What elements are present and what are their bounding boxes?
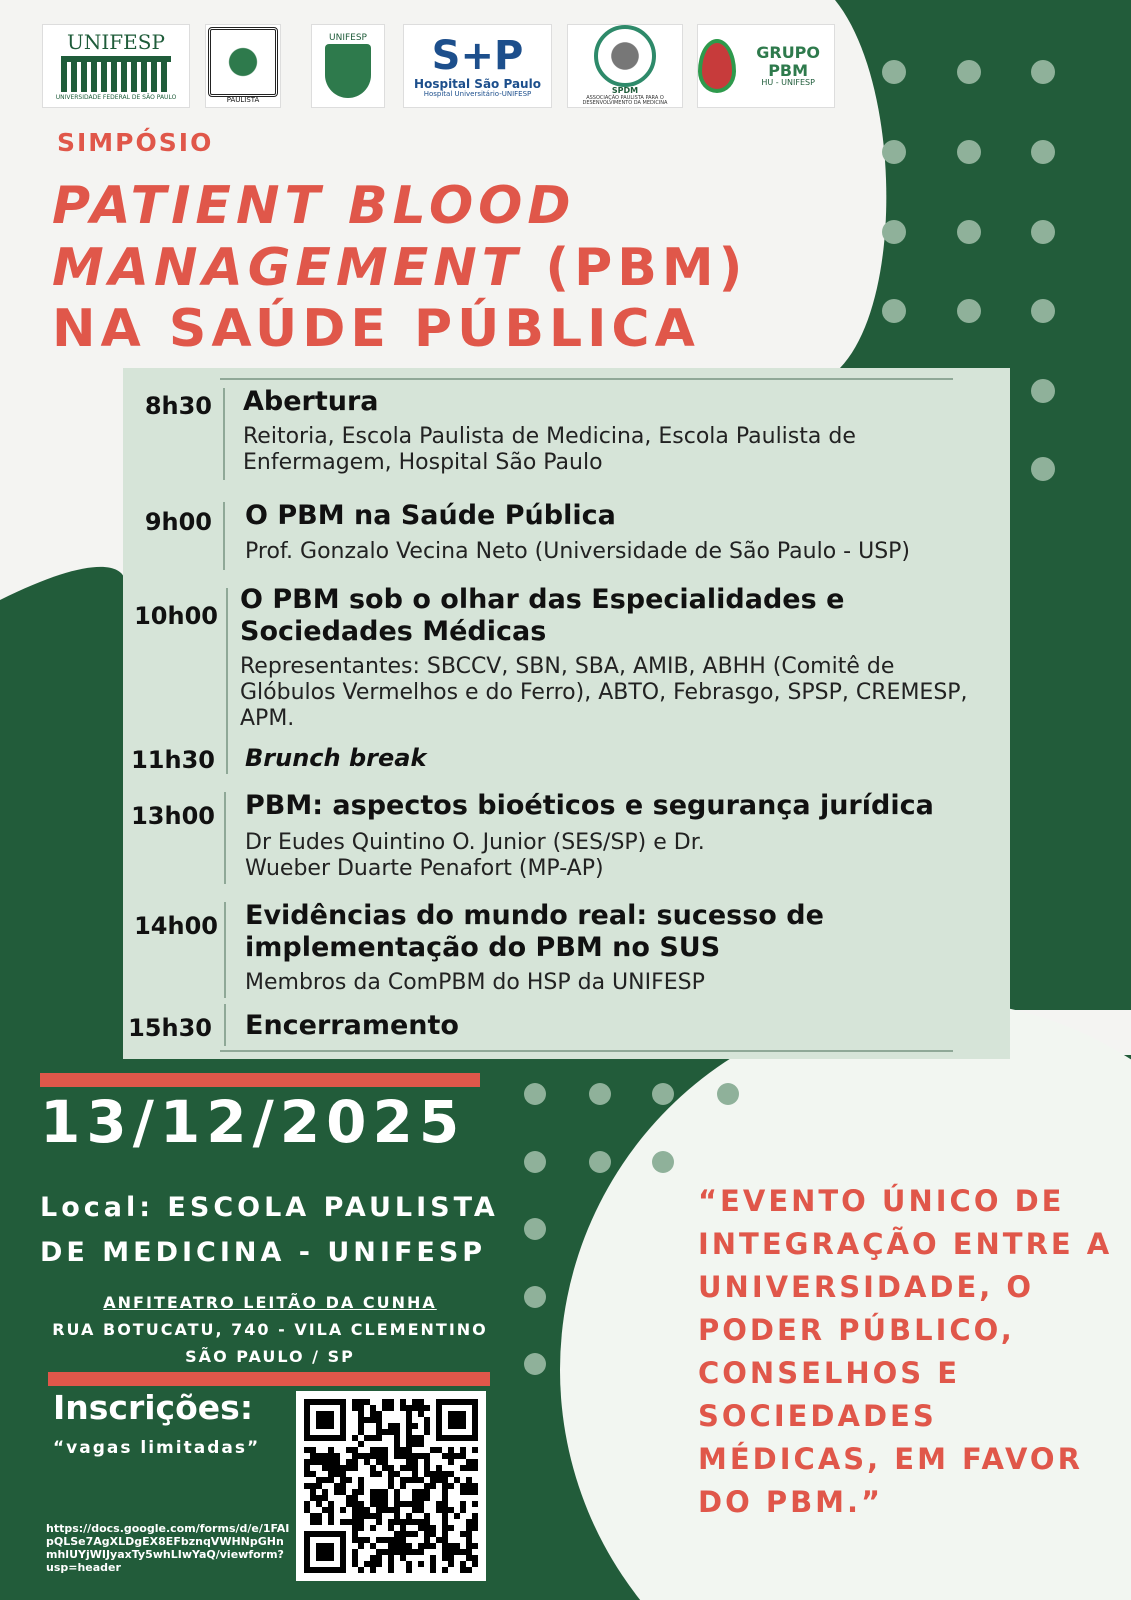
logo-label: UNIFESP (67, 29, 165, 54)
schedule-divider (226, 588, 228, 734)
logo-hospital-sao-paulo (403, 24, 552, 108)
schedule-time: 13h00 (131, 802, 215, 830)
schedule-divider (224, 902, 226, 998)
logo-caption: ASSOCIAÇÃO PAULISTA PARA O DESENVOLVIMENTO DA MEDICINA (582, 94, 668, 107)
logo-caption: UNIVERSIDADE FEDERAL DE SÃO PAULO (55, 93, 177, 101)
venue-line-1: Local: ESCOLA PAULISTA (40, 1192, 499, 1223)
event-quote: “EVENTO ÚNICO DE INTEGRAÇÃO ENTRE A UNIVERSIDADE, O PODER PÚBLICO, CONSELHOS E SOCIEDADES MÉDICAS, EM FAVOR DO PBM.” (698, 1184, 1113, 1519)
schedule-title: Abertura (243, 386, 379, 417)
sp-cross-icon: S+P (431, 32, 524, 79)
schedule-title: O PBM sob o olhar das Especialidades e Sociedades Médicas (240, 584, 845, 647)
logo-label: SPDM (611, 86, 639, 96)
date-top-bar (40, 1073, 480, 1087)
venue-city: SÃO PAULO / SP (185, 1347, 355, 1366)
schedule-title: Evidências do mundo real: sucesso de implementação do PBM no SUS (245, 900, 824, 963)
building-icon (61, 56, 171, 92)
logo-paulista-medicina (205, 24, 281, 108)
title-text: PATIENT BLOOD (52, 176, 576, 236)
caduceus-seal-icon (208, 27, 278, 97)
venue-street: RUA BOTUCATU, 740 - VILA CLEMENTINO (52, 1320, 488, 1339)
schedule-top-rule (220, 378, 953, 380)
schedule-detail: Prof. Gonzalo Vecina Neto (Universidade de São Paulo - USP) (245, 539, 911, 564)
schedule-title: O PBM na Saúde Pública (245, 500, 616, 531)
spdm-emblem-icon (594, 25, 656, 87)
title-line-2 (52, 238, 747, 298)
schedule-divider (224, 1004, 226, 1046)
schedule-title: Brunch break (245, 744, 427, 772)
registration-bar (48, 1372, 490, 1386)
schedule-divider (224, 792, 226, 884)
title-text: (PBM) (522, 238, 748, 298)
title-line-3: NA SAÚDE PÚBLICA (52, 299, 700, 359)
kicker-label: SIMPÓSIO (57, 128, 214, 157)
logo-label: Hospital São Paulo (414, 76, 541, 91)
schedule-time: 8h30 (144, 392, 212, 420)
venue-line-2: DE MEDICINA - UNIFESP (40, 1237, 487, 1268)
schedule-detail: Membros da ComPBM do HSP da UNIFESP (245, 970, 705, 995)
logo-unifesp (42, 24, 190, 108)
logo-label: PAULISTA (226, 96, 260, 105)
venue-hall: ANFITEATRO LEITÃO DA CUNHA (103, 1293, 437, 1312)
schedule-time: 15h30 (128, 1014, 212, 1042)
registration-note: “vagas limitadas” (53, 1438, 261, 1458)
schedule-divider (223, 502, 225, 570)
event-date: 13/12/2025 (40, 1088, 466, 1156)
schedule-divider (226, 734, 228, 774)
schedule-detail: Reitoria, Escola Paulista de Medicina, Escola Paulista de Enfermagem, Hospital São Paulo (243, 424, 856, 475)
title-line-1 (52, 176, 576, 236)
qr-code-pattern (296, 1391, 486, 1581)
title-text-italic: MANAGEMENT (52, 238, 523, 298)
schedule-time: 10h00 (134, 602, 218, 630)
registration-url[interactable]: https://docs.google.com/forms/d/e/1FAIpQLSe7AgXLDgEX8EFbznqVWHNpGHnmhlUYjWIJyaxTy5whLIwYaQ/viewform?usp=header (46, 1522, 290, 1574)
logo-label: UNIFESP (329, 33, 367, 44)
logo-spdm (567, 24, 683, 108)
schedule-bottom-rule (220, 1050, 953, 1052)
schedule-title: PBM: aspectos bioéticos e segurança jurídica (245, 790, 934, 821)
logo-caption: HU - UNIFESP (761, 78, 815, 88)
schedule-time: 14h00 (134, 912, 218, 940)
schedule-detail: Representantes: SBCCV, SBN, SBA, AMIB, ABHH (Comitê de Glóbulos Vermelhos e do Ferro), ABTO, Febrasgo, SPSP, CREMESP, APM. (240, 654, 968, 731)
logo-label: GRUPO PBM (756, 43, 821, 80)
schedule-time: 9h00 (144, 508, 212, 536)
drop-icon (698, 39, 736, 93)
qr-code[interactable] (296, 1391, 486, 1581)
registration-title: Inscrições: (53, 1388, 254, 1427)
schedule-divider (223, 388, 225, 480)
logo-caption: Hospital Universitário-UNIFESP (423, 89, 532, 98)
shield-icon (325, 44, 371, 98)
schedule-title: Encerramento (245, 1010, 459, 1041)
schedule-time: 11h30 (131, 746, 215, 774)
schedule-detail: Dr Eudes Quintino O. Junior (SES/SP) e Dr. Wueber Duarte Penafort (MP-AP) (245, 830, 705, 881)
logo-enfermagem (311, 24, 385, 108)
logo-grupo-pbm (697, 24, 835, 108)
